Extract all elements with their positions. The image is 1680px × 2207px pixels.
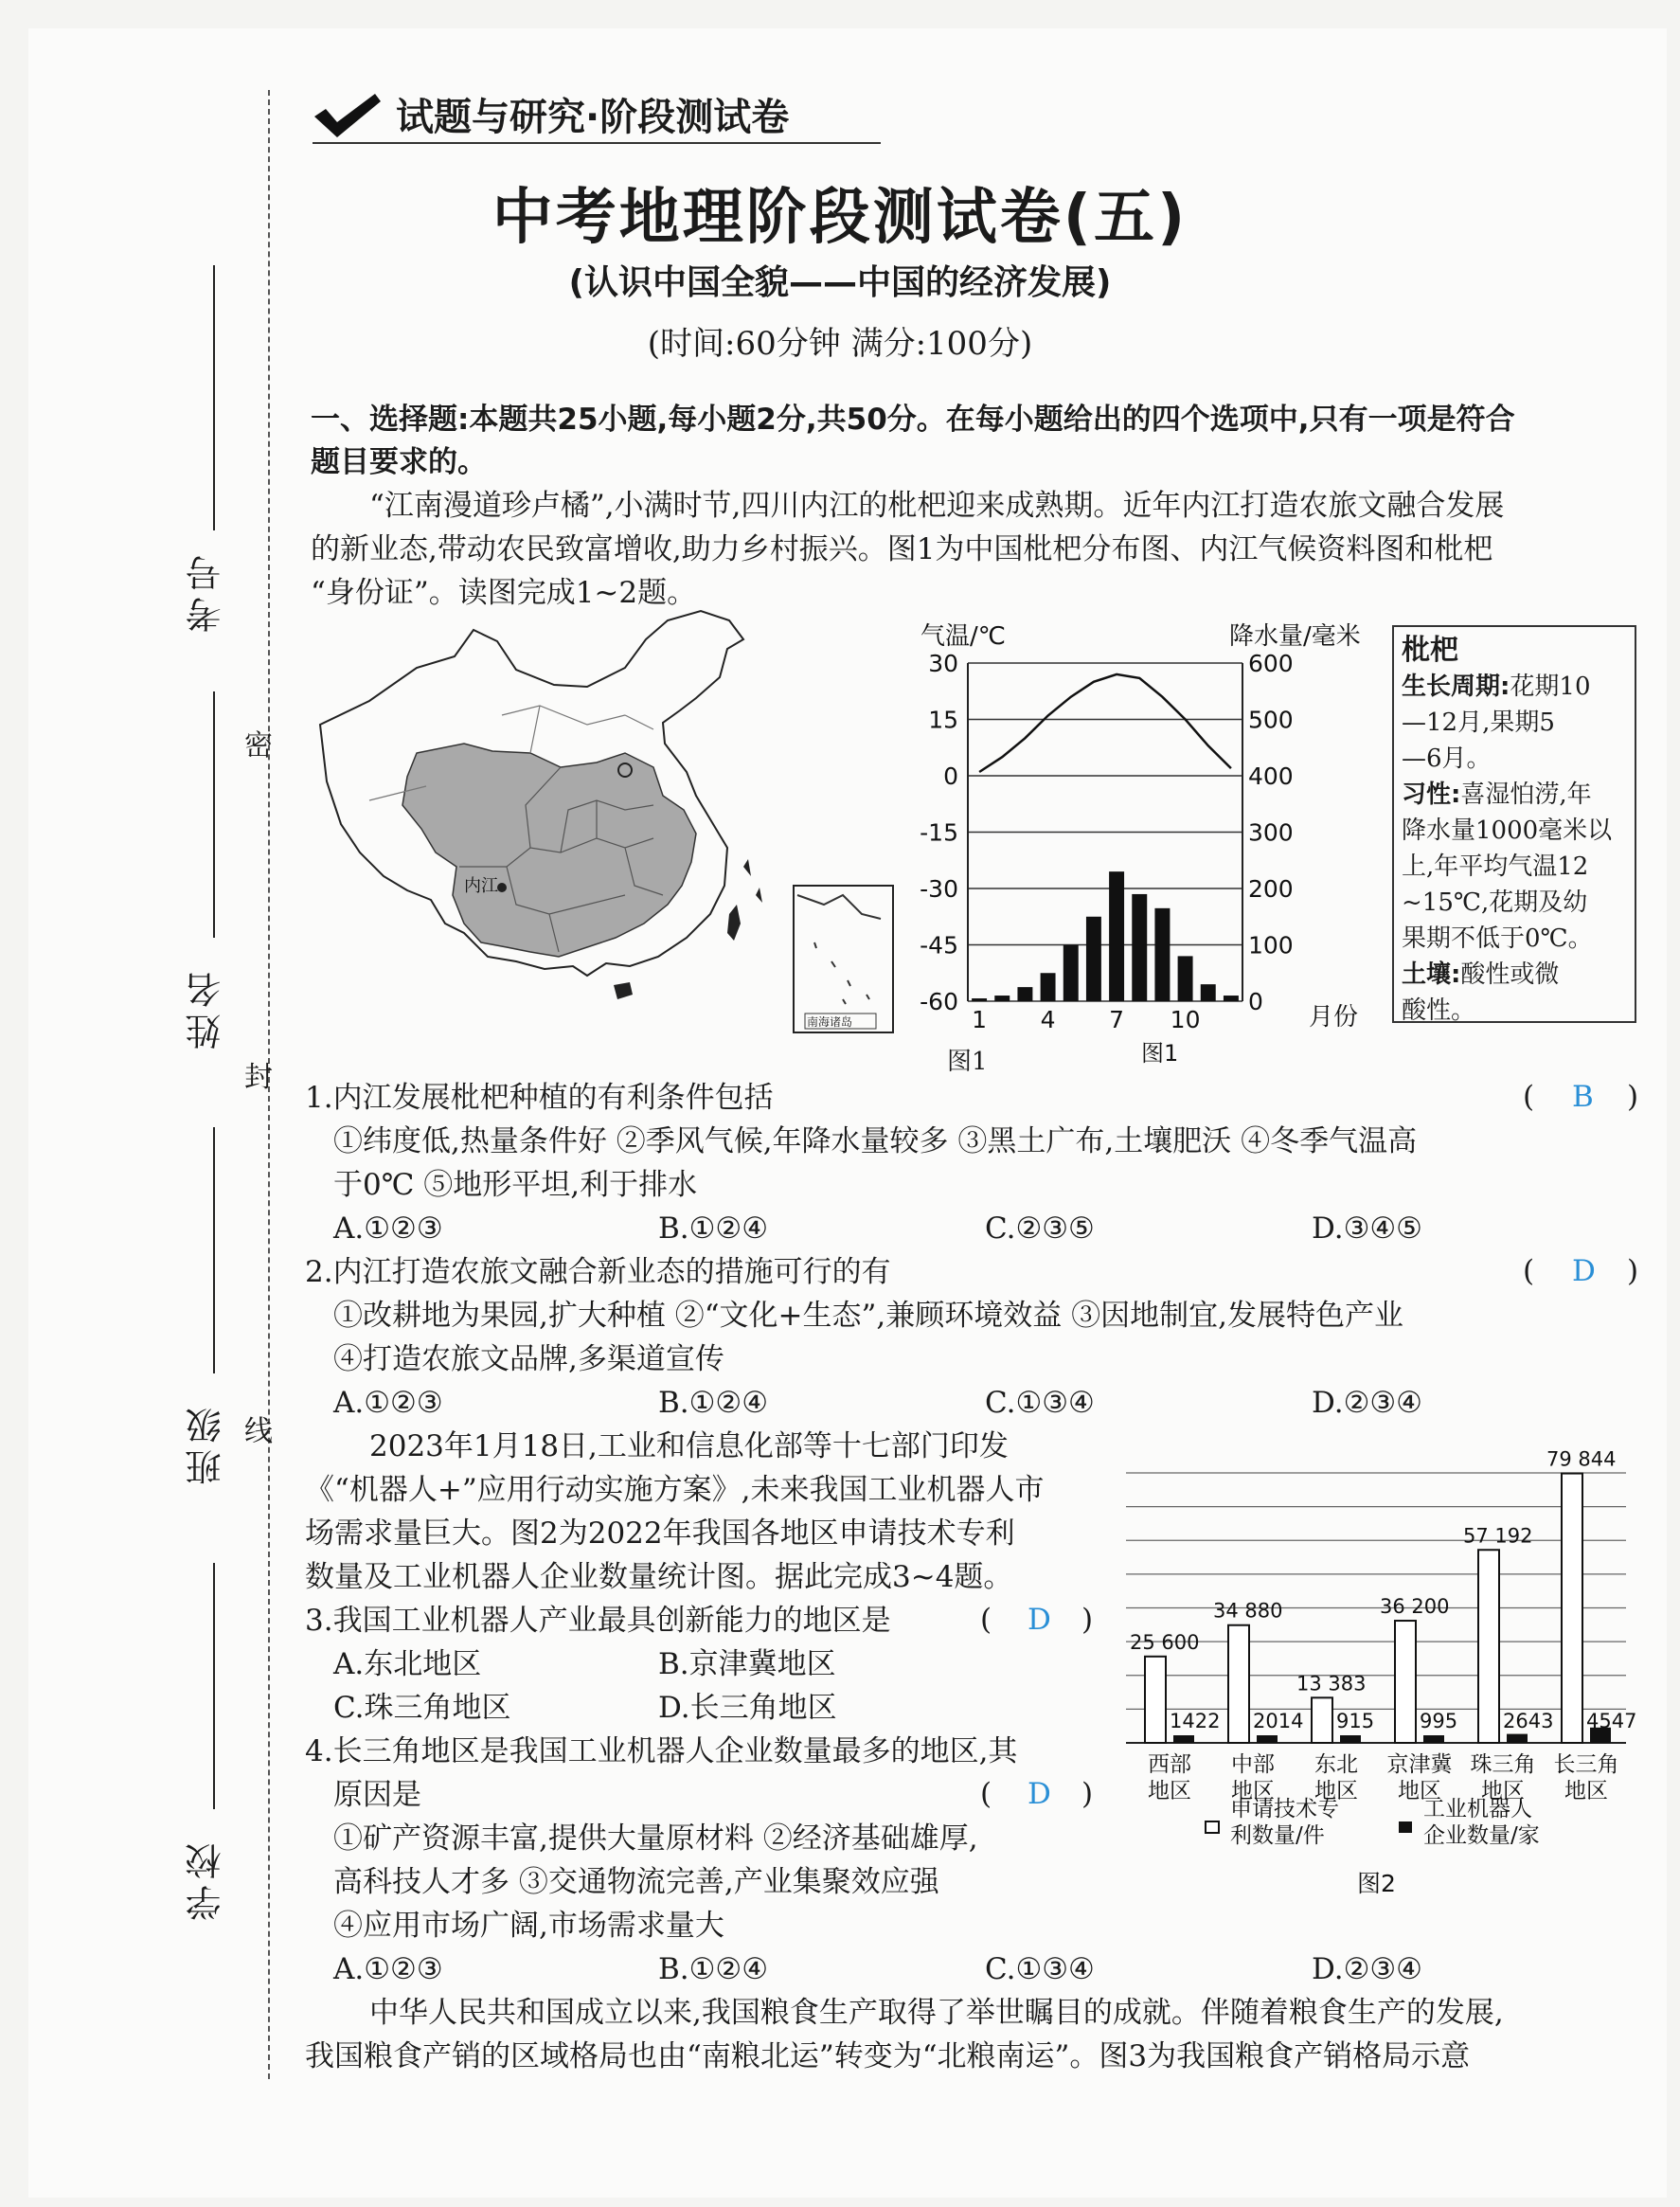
figure1-caption-text: 图1 bbox=[947, 1048, 988, 1076]
patent-value-label: 79 844 bbox=[1546, 1447, 1617, 1471]
loquat-habit bbox=[1402, 777, 1627, 813]
q4-answer[interactable]: D bbox=[1028, 1777, 1051, 1811]
temp-tick-label: 30 bbox=[928, 650, 958, 677]
q1-statements-cont: 于0℃ ⑤地形平坦,利于排水 bbox=[333, 1168, 698, 1202]
category-label: 长三角 bbox=[1553, 1752, 1619, 1777]
q4-stem: 4.长三角地区是我国工业机器人企业数量最多的地区,其 bbox=[305, 1734, 1018, 1768]
cycle-text: 花期10 bbox=[1510, 673, 1591, 701]
climate-chart bbox=[909, 616, 1383, 1067]
intro2-line: 2023年1月18日,工业和信息化部等十七部门印发 bbox=[369, 1429, 1009, 1463]
cycle-text: —12月,果期5 bbox=[1402, 709, 1555, 737]
field-class-line[interactable] bbox=[213, 1127, 215, 1373]
month-tick-label: 10 bbox=[1170, 1006, 1201, 1033]
q4-statements: ④应用市场广阔,市场需求量大 bbox=[333, 1909, 724, 1943]
month-unit-label: 月份 bbox=[1309, 1003, 1359, 1032]
precip-bar bbox=[1224, 996, 1239, 1001]
firm-bar bbox=[1507, 1734, 1528, 1743]
q3-option-d[interactable]: D.长三角地区 bbox=[658, 1691, 837, 1725]
precip-tick-label: 400 bbox=[1248, 763, 1294, 790]
figure2-caption: 图2 bbox=[1357, 1870, 1396, 1897]
legend-patent-label: 申请技术专 bbox=[1230, 1797, 1339, 1821]
page-title: 中考地理阶段测试卷(五) bbox=[491, 183, 1189, 253]
intro3-line: 中华人民共和国成立以来,我国粮食生产取得了举世瞩目的成就。伴随着粮食生产的发展, bbox=[369, 1996, 1504, 2030]
q1-answer[interactable]: B bbox=[1572, 1080, 1594, 1114]
firm-value-label: 2643 bbox=[1503, 1710, 1554, 1732]
field-class: 班级 bbox=[186, 1402, 227, 1485]
legend-patent-label: 利数量/件 bbox=[1230, 1823, 1325, 1848]
category-label: 珠三角 bbox=[1470, 1752, 1536, 1777]
q4-option-c[interactable]: C.①③④ bbox=[985, 1952, 1095, 1986]
q3-option-a[interactable]: A.东北地区 bbox=[333, 1647, 482, 1681]
firm-value-label: 915 bbox=[1336, 1710, 1375, 1732]
temp-tick-label: -45 bbox=[920, 931, 958, 960]
firm-value-label: 2014 bbox=[1253, 1710, 1304, 1732]
q2-paren-open: ( bbox=[1523, 1254, 1535, 1288]
intro1-line: “身份证”。读图完成1~2题。 bbox=[311, 576, 697, 610]
temp-tick-label: -30 bbox=[920, 875, 958, 903]
precip-bar bbox=[994, 996, 1010, 1001]
q3-stem: 3.我国工业机器人产业最具创新能力的地区是 bbox=[305, 1604, 891, 1638]
q2-option-d[interactable]: D.②③④ bbox=[1312, 1386, 1422, 1420]
south-china-sea-inset bbox=[794, 886, 893, 1032]
map-city-label: 内江 bbox=[464, 876, 498, 896]
q3-option-b[interactable]: B.京津冀地区 bbox=[658, 1647, 836, 1681]
section-heading: 一、选择题:本题共25小题,每小题2分,共50分。在每小题给出的四个选项中,只有一项是符合 bbox=[311, 403, 1515, 437]
field-school-line[interactable] bbox=[213, 1563, 215, 1809]
neijiang-dot bbox=[497, 883, 507, 892]
habit-text: 降水量1000毫米以 bbox=[1402, 816, 1613, 845]
seal-xian: 线 bbox=[244, 1415, 273, 1448]
precip-bar bbox=[1086, 917, 1101, 1001]
precip-tick-label: 600 bbox=[1248, 650, 1294, 677]
intro2-line: 场需求量巨大。图2为2022年我国各地区申请技术专利 bbox=[305, 1516, 1015, 1551]
category-label: 京津冀 bbox=[1386, 1752, 1453, 1777]
firm-bar bbox=[1340, 1735, 1361, 1743]
category-label: 地区 bbox=[1564, 1779, 1608, 1803]
category-label: 地区 bbox=[1481, 1779, 1525, 1803]
patent-bar bbox=[1312, 1697, 1332, 1743]
q4-statements: 高科技人才多 ③交通物流完善,产业集聚效应强 bbox=[333, 1865, 939, 1899]
patent-value-label: 34 880 bbox=[1213, 1599, 1283, 1623]
category-label: 地区 bbox=[1148, 1779, 1191, 1803]
q4-option-d[interactable]: D.②③④ bbox=[1312, 1952, 1422, 1986]
q2-statements: ①改耕地为果园,扩大种植 ②“文化+生态”,兼顾环境效益 ③因地制宜,发展特色产业 bbox=[333, 1299, 1403, 1333]
inset-label: 南海诸岛 bbox=[807, 1015, 853, 1029]
month-tick-label: 1 bbox=[972, 1006, 988, 1033]
temp-axis-label: 气温/℃ bbox=[920, 622, 1006, 651]
month-tick-label: 4 bbox=[1040, 1006, 1056, 1033]
loquat-soil bbox=[1402, 957, 1627, 993]
category-label: 东北 bbox=[1314, 1752, 1358, 1777]
temperature-line bbox=[979, 674, 1231, 772]
precip-bar bbox=[972, 998, 987, 1001]
q4-paren-open: ( bbox=[980, 1777, 992, 1811]
patent-bar bbox=[1395, 1621, 1416, 1743]
loquat-id-card bbox=[1392, 625, 1636, 1023]
firm-bar bbox=[1423, 1735, 1444, 1743]
firm-value-label: 4547 bbox=[1586, 1710, 1637, 1732]
q1-option-d[interactable]: D.③④⑤ bbox=[1312, 1211, 1422, 1246]
category-label: 地区 bbox=[1398, 1779, 1441, 1803]
q4-option-b[interactable]: B.①②④ bbox=[658, 1952, 769, 1986]
q4-paren-close: ) bbox=[1081, 1777, 1094, 1811]
patent-bar bbox=[1145, 1657, 1166, 1743]
figure1-caption: 图1 bbox=[1141, 1040, 1179, 1067]
precip-bar bbox=[1132, 894, 1147, 1001]
q4-option-a[interactable]: A.①②③ bbox=[333, 1952, 443, 1986]
intro1-line: 的新业态,带动农民致富增收,助力乡村振兴。图1为中国枇杷分布图、内江气候资料图和枇杷 bbox=[311, 532, 1493, 566]
intro2-line: 《“机器人+”应用行动实施方案》,未来我国工业机器人市 bbox=[305, 1473, 1045, 1507]
q1-option-c[interactable]: C.②③⑤ bbox=[985, 1211, 1095, 1246]
habit-text: ~15℃,花期及幼 bbox=[1402, 888, 1588, 917]
category-label: 地区 bbox=[1231, 1779, 1275, 1803]
field-exam-number-line[interactable] bbox=[213, 265, 215, 530]
precip-tick-label: 500 bbox=[1248, 706, 1294, 734]
patent-bar bbox=[1562, 1474, 1582, 1743]
precip-tick-label: 200 bbox=[1248, 875, 1294, 903]
precip-bar bbox=[1017, 987, 1032, 1001]
temp-tick-label: 0 bbox=[943, 763, 958, 790]
seal-mi: 密 bbox=[244, 729, 273, 763]
field-exam-number: 考号 bbox=[186, 549, 227, 633]
loquat-cycle bbox=[1402, 669, 1627, 705]
firm-value-label: 1422 bbox=[1170, 1710, 1221, 1732]
temp-tick-label: -60 bbox=[920, 988, 958, 1015]
patent-value-label: 36 200 bbox=[1380, 1595, 1450, 1619]
legend-firm-swatch bbox=[1399, 1821, 1412, 1833]
field-name-line[interactable] bbox=[213, 691, 215, 938]
q2-stem: 2.内江打造农旅文融合新业态的措施可行的有 bbox=[305, 1255, 891, 1289]
category-label: 中部 bbox=[1231, 1752, 1275, 1777]
field-school: 学校 bbox=[186, 1838, 227, 1921]
category-label: 地区 bbox=[1314, 1779, 1358, 1803]
patent-bar bbox=[1478, 1550, 1499, 1743]
patent-value-label: 57 192 bbox=[1463, 1524, 1533, 1548]
q2-option-a[interactable]: A.①②③ bbox=[333, 1386, 443, 1420]
taiwan-island bbox=[727, 905, 741, 941]
q1-option-a[interactable]: A.①②③ bbox=[333, 1211, 443, 1246]
precip-bar bbox=[1063, 945, 1079, 1002]
firm-value-label: 995 bbox=[1420, 1710, 1458, 1732]
q3-paren-open: ( bbox=[980, 1603, 992, 1637]
precip-bar bbox=[1178, 956, 1193, 1001]
soil-text: 酸性或微 bbox=[1460, 960, 1560, 989]
islands bbox=[743, 859, 762, 903]
header-rule bbox=[313, 142, 881, 144]
hainan-island bbox=[614, 982, 633, 999]
category-label: 西部 bbox=[1148, 1752, 1191, 1777]
month-tick-label: 7 bbox=[1109, 1006, 1125, 1033]
q2-statements-cont: ④打造农旅文品牌,多渠道宣传 bbox=[333, 1342, 724, 1376]
precip-bar bbox=[1041, 973, 1056, 1001]
seal-feng: 封 bbox=[244, 1061, 273, 1094]
temp-tick-label: -15 bbox=[920, 818, 958, 847]
precip-axis-label: 降水量/毫米 bbox=[1229, 622, 1361, 651]
q1-paren-close: ) bbox=[1627, 1080, 1639, 1114]
q3-option-c[interactable]: C.珠三角地区 bbox=[333, 1691, 511, 1725]
firm-bar bbox=[1173, 1735, 1194, 1743]
q3-paren-close: ) bbox=[1081, 1603, 1094, 1637]
habit-text: 果期不低于0℃。 bbox=[1402, 924, 1593, 953]
habit-text: 上,年平均气温12 bbox=[1402, 852, 1589, 881]
intro1-line: “江南漫道珍卢橘”,小满时节,四川内江的枇杷迎来成熟期。近年内江打造农旅文融合发展 bbox=[369, 489, 1505, 523]
intro2-line: 数量及工业机器人企业数量统计图。据此完成3~4题。 bbox=[305, 1560, 1013, 1594]
soil-text: 酸性。 bbox=[1402, 996, 1476, 1025]
q2-paren-close: ) bbox=[1627, 1254, 1639, 1288]
page-subtitle: (认识中国全貌——中国的经济发展) bbox=[568, 263, 1112, 302]
series-header bbox=[313, 87, 789, 141]
q1-paren-open: ( bbox=[1523, 1080, 1535, 1114]
series-title: 试题与研究·阶段测试卷 bbox=[396, 96, 790, 139]
q4-statements: ①矿产资源丰富,提供大量原材料 ②经济基础雄厚, bbox=[333, 1821, 978, 1856]
intro3-line: 我国粮食产销的区域格局也由“南粮北运”转变为“北粮南运”。图3为我国粮食产销格局示意 bbox=[305, 2039, 1471, 2073]
legend-patent-swatch bbox=[1206, 1821, 1219, 1833]
precip-tick-label: 300 bbox=[1248, 818, 1294, 847]
legend-firm-label: 工业机器人 bbox=[1423, 1797, 1532, 1821]
q1-statements: ①纬度低,热量条件好 ②季风气候,年降水量较多 ③黑土广布,土壤肥沃 ④冬季气温高 bbox=[333, 1124, 1418, 1158]
loquat-distribution-map bbox=[313, 611, 900, 1037]
firm-bar bbox=[1257, 1735, 1278, 1743]
checkmark-icon bbox=[313, 90, 383, 139]
q2-option-c[interactable]: C.①③④ bbox=[985, 1386, 1095, 1420]
loquat-title: 枇杷 bbox=[1402, 634, 1458, 667]
patent-value-label: 13 383 bbox=[1296, 1672, 1367, 1696]
q2-answer[interactable]: D bbox=[1572, 1254, 1596, 1288]
q1-stem: 1.内江发展枇杷种植的有利条件包括 bbox=[305, 1081, 774, 1115]
precip-tick-label: 0 bbox=[1248, 988, 1263, 1015]
patent-robot-chart bbox=[1122, 1444, 1643, 1909]
q1-option-b[interactable]: B.①②④ bbox=[658, 1211, 769, 1246]
precip-tick-label: 100 bbox=[1248, 931, 1294, 960]
temp-tick-label: 15 bbox=[928, 706, 958, 734]
soil-label: 土壤: bbox=[1402, 960, 1461, 989]
q3-answer[interactable]: D bbox=[1028, 1603, 1051, 1637]
field-name: 姓名 bbox=[186, 966, 227, 1050]
patent-bar bbox=[1228, 1625, 1249, 1743]
precip-bar bbox=[1109, 871, 1124, 1001]
habit-label: 习性: bbox=[1402, 781, 1461, 809]
precip-bar bbox=[1154, 908, 1170, 1001]
cycle-label: 生长周期: bbox=[1402, 673, 1510, 701]
precip-bar bbox=[1201, 984, 1216, 1001]
q2-option-b[interactable]: B.①②④ bbox=[658, 1386, 769, 1420]
q4-stem-cont: 原因是 bbox=[333, 1778, 421, 1812]
legend-firm-label: 企业数量/家 bbox=[1423, 1823, 1540, 1848]
time-info: (时间:60分钟 满分:100分) bbox=[647, 325, 1033, 363]
patent-value-label: 25 600 bbox=[1130, 1630, 1200, 1654]
cycle-text: —6月。 bbox=[1402, 745, 1492, 773]
section-heading-cont: 题目要求的。 bbox=[311, 445, 487, 479]
habit-text: 喜湿怕涝,年 bbox=[1460, 781, 1592, 809]
